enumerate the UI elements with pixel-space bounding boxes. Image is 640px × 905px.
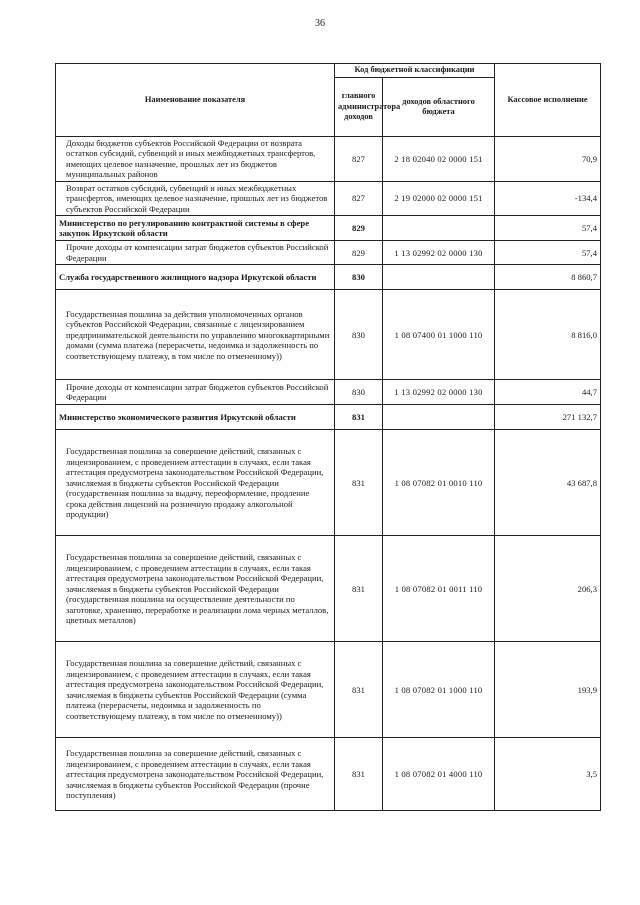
indicator-name-cell: Государственная пошлина за совершение действий, связанных с лицензированием, с проведением аттестации в случаях, если такая аттестация предусмотрена законодательством Российской Федерации, зачисляемая в бюджеты субъектов Российской Федерации (государственная пошлина на осуществление деятельности по заготовке, хранению, переработке и реализации лома черных металлов, цветных металлов) (56, 536, 335, 642)
indicator-name-cell: Служба государственного жилищного надзора Иркутской области (56, 265, 335, 290)
administrator-code-cell: 827 (335, 137, 383, 182)
indicator-name-cell: Министерство экономического развития Иркутской области (56, 405, 335, 430)
cash-execution-cell: 8 860,7 (495, 265, 601, 290)
income-code-cell (383, 405, 495, 430)
income-code-cell: 1 08 07400 01 1000 110 (383, 290, 495, 380)
indicator-name-cell: Прочие доходы от компенсации затрат бюджетов субъектов Российской Федерации (56, 380, 335, 405)
indicator-name-cell: Государственная пошлина за совершение действий, связанных с лицензированием, с проведением аттестации в случаях, если такая аттестация предусмотрена законодательством Российской Федерации, зачисляемая в бюджеты субъектов Российской Федерации (прочие поступления) (56, 738, 335, 811)
indicator-name-cell: Прочие доходы от компенсации затрат бюджетов субъектов Российской Федерации (56, 241, 335, 265)
header-indicator-name: Наименование показателя (56, 64, 335, 137)
income-code-cell: 1 08 07082 01 0011 110 (383, 536, 495, 642)
table-row (56, 738, 601, 811)
income-code-cell: 1 08 07082 01 0010 110 (383, 430, 495, 536)
table-row (56, 181, 601, 215)
cash-execution-cell: 57,4 (495, 216, 601, 241)
table-body (56, 137, 601, 811)
table-row (56, 430, 601, 536)
table-row (56, 642, 601, 738)
administrator-code-cell: 829 (335, 241, 383, 265)
indicator-name-cell: Государственная пошлина за действия уполномоченных органов субъектов Российской Федерации, связанные с лицензированием предпринимательской деятельности по управлению многоквартирными домами (сумма платежа (перерасчеты, недоимка и задолженность по соответствующему платежу, в том числе по отмененному)) (56, 290, 335, 380)
header-cash-execution: Кассовое исполнение (495, 64, 601, 137)
income-code-cell (383, 216, 495, 241)
section-row (56, 216, 601, 241)
administrator-code-cell: 831 (335, 430, 383, 536)
indicator-name-cell: Доходы бюджетов субъектов Российской Федерации от возврата остатков субсидий, субвенций и иных межбюджетных трансфертов, имеющих целевое назначение, прошлых лет из бюджетов муниципальных районов (56, 137, 335, 182)
table-row (56, 290, 601, 380)
cash-execution-cell: 271 132,7 (495, 405, 601, 430)
income-code-cell: 1 08 07082 01 1000 110 (383, 642, 495, 738)
administrator-code-cell: 831 (335, 738, 383, 811)
cash-execution-cell: 206,3 (495, 536, 601, 642)
table-row (56, 536, 601, 642)
table-row (56, 137, 601, 182)
administrator-code-cell: 830 (335, 290, 383, 380)
header-main-administrator: главного администратора доходов (335, 78, 383, 137)
budget-table (55, 63, 601, 811)
cash-execution-cell: 44,7 (495, 380, 601, 405)
administrator-code-cell: 831 (335, 536, 383, 642)
section-row (56, 405, 601, 430)
cash-execution-cell: 70,9 (495, 137, 601, 182)
header-regional-income: доходов областного бюджета (383, 78, 495, 137)
income-code-cell: 1 13 02992 02 0000 130 (383, 380, 495, 405)
cash-execution-cell: 8 816,0 (495, 290, 601, 380)
cash-execution-cell: 57,4 (495, 241, 601, 265)
income-code-cell: 2 19 02000 02 0000 151 (383, 181, 495, 215)
indicator-name-cell: Министерство по регулированию контрактной системы в сфере закупок Иркутской области (56, 216, 335, 241)
indicator-name-cell: Возврат остатков субсидий, субвенций и иных межбюджетных трансфертов, имеющих целевое назначение, прошлых лет из бюджетов субъектов Российской Федерации (56, 181, 335, 215)
cash-execution-cell: 193,9 (495, 642, 601, 738)
table-row (56, 241, 601, 265)
indicator-name-cell: Государственная пошлина за совершение действий, связанных с лицензированием, с проведением аттестации в случаях, если такая аттестация предусмотрена законодательством Российской Федерации, зачисляемая в бюджеты субъектов Российской Федерации (сумма платежа (перерасчеты, недоимка и задолженность по соответствующему платежу, в том числе по отмененному)) (56, 642, 335, 738)
income-code-cell: 1 13 02992 02 0000 130 (383, 241, 495, 265)
section-row (56, 265, 601, 290)
administrator-code-cell: 831 (335, 405, 383, 430)
administrator-code-cell: 830 (335, 265, 383, 290)
administrator-code-cell: 829 (335, 216, 383, 241)
cash-execution-cell: -134,4 (495, 181, 601, 215)
table-row (56, 380, 601, 405)
page-number: 36 (315, 18, 325, 29)
income-code-cell (383, 265, 495, 290)
income-code-cell: 1 08 07082 01 4000 110 (383, 738, 495, 811)
income-code-cell: 2 18 02040 02 0000 151 (383, 137, 495, 182)
cash-execution-cell: 3,5 (495, 738, 601, 811)
administrator-code-cell: 831 (335, 642, 383, 738)
header-budget-code: Код бюджетной классификации (335, 64, 495, 78)
administrator-code-cell: 827 (335, 181, 383, 215)
indicator-name-cell: Государственная пошлина за совершение действий, связанных с лицензированием, с проведением аттестации в случаях, если такая аттестация предусмотрена законодательством Российской Федерации, зачисляемая в бюджеты субъектов Российской Федерации (государственная пошлина за выдачу, переоформление, продление срока действия лицензий на розничную продажу алкогольной продукции) (56, 430, 335, 536)
cash-execution-cell: 43 687,8 (495, 430, 601, 536)
administrator-code-cell: 830 (335, 380, 383, 405)
